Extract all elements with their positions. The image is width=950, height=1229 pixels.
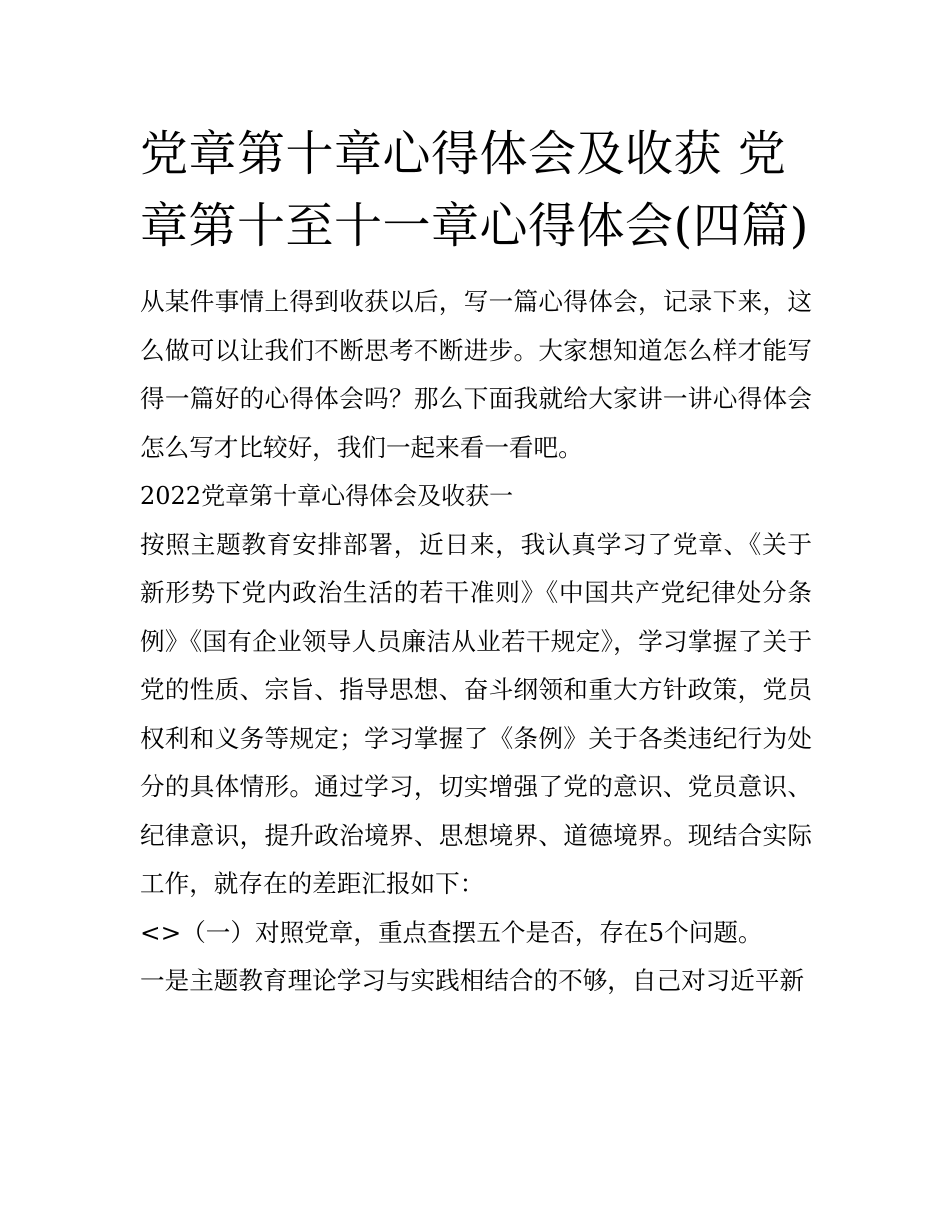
body-paragraph-2: <>（一）对照党章，重点查摆五个是否，存在5个问题。 <box>140 917 763 947</box>
body-paragraph-3: 一是主题教育理论学习与实践相结合的不够，自己对习近平新 <box>140 966 805 995</box>
body-paragraph-1: 按照主题教育安排部署，近日来，我认真学习了党章、《关于新形势下党内政治生活的若干准则》《中国共产党纪律处分条例》《国有企业领导人员廉洁从业若干规定》，学习掌握了关于党的性质、宗旨、指导思想、奋斗纲领和重大方针政策，党员权利和义务等规定；学习掌握了《条例》关于各类违纪行为处分的具体情形。通过学习，切实增强了党的意识、党员意识、纪律意识，提升政治境界、思想境界、道德境界。现结合实际工作，就存在的差距汇报如下： <box>140 529 812 898</box>
intro-paragraph: 从某件事情上得到收获以后，写一篇心得体会，记录下来，这么做可以让我们不断思考不断进步。大家想知道怎么样才能写得一篇好的心得体会吗？那么下面我就给大家讲一讲心得体会怎么写才比较好，我们一起来看一看吧。 <box>140 287 812 462</box>
section-heading: 2022党章第十章心得体会及收获一 <box>140 482 514 510</box>
document-content <box>140 118 812 1006</box>
document-title: 党章第十章心得体会及收获 党章第十至十一章心得体会(四篇) <box>140 126 809 254</box>
